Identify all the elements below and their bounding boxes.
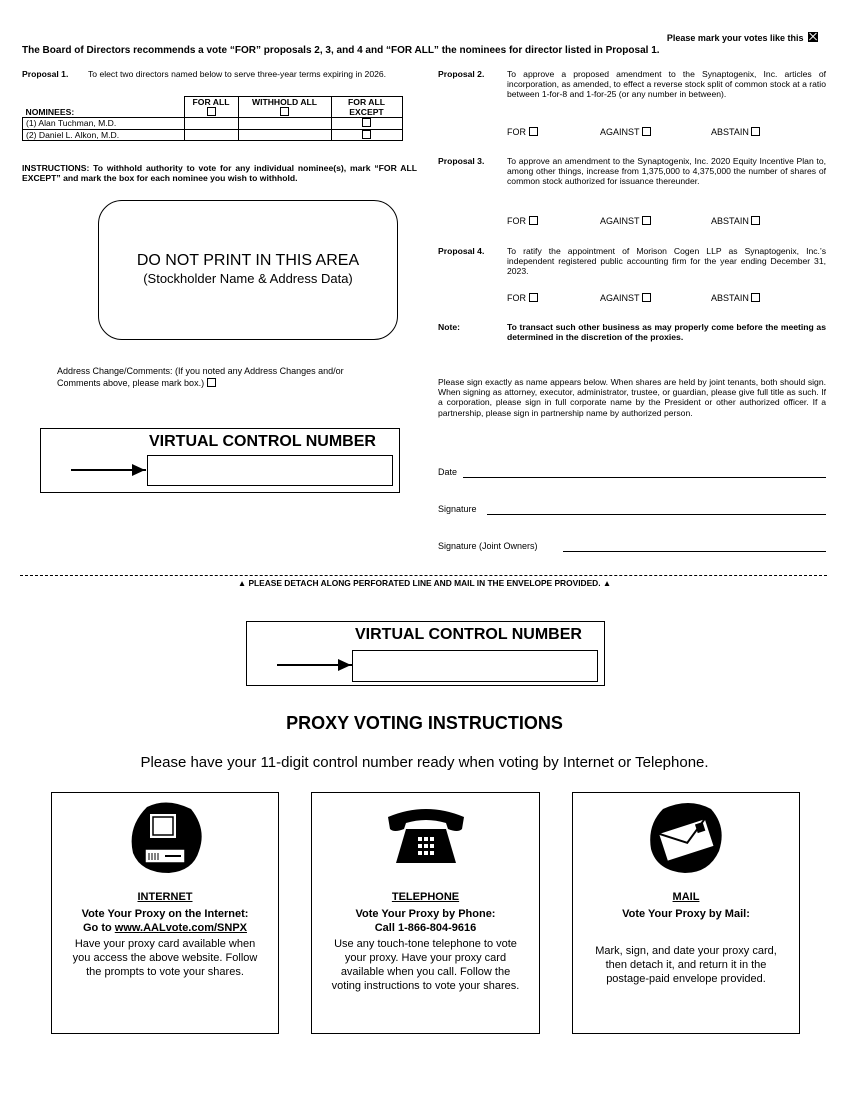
vote-against: AGAINST xyxy=(600,127,651,137)
date-field xyxy=(438,467,826,477)
computer-icon xyxy=(127,799,207,875)
control-number-box-bottom xyxy=(246,621,605,686)
proposal-4-for-checkbox[interactable] xyxy=(529,293,538,302)
proposal-4-abstain-checkbox[interactable] xyxy=(751,293,760,302)
signing-instructions: Please sign exactly as name appears below. When shares are held by joint tenants, both should sign. When signing as attorney, executor, administrator, trustee, or guardian, please give full title as such. If a corporation, please sign in full corporate name by the President or other authorized officer. If a partnership, please sign in partnership name by authorized person. xyxy=(438,377,826,418)
for-all-checkbox[interactable] xyxy=(207,107,216,116)
telephone-line1: Vote Your Proxy by Phone: xyxy=(355,908,496,920)
nominee-name: (2) Daniel L. Alkon, M.D. xyxy=(23,129,185,141)
perforated-line xyxy=(20,575,827,576)
proposal-1-label: Proposal 1. xyxy=(22,69,69,79)
address-change-comments xyxy=(57,365,387,389)
proposal-4-text: To ratify the appointment of Morison Cogen LLP as Synaptogenix, Inc.’s independent registered public accounting firm for the year ending December 31, 2023. xyxy=(507,246,826,277)
signature-input[interactable] xyxy=(487,504,826,515)
vote-against: AGAINST xyxy=(600,216,651,226)
table-row xyxy=(23,118,403,130)
nominees-table xyxy=(22,96,403,141)
control-number-input[interactable] xyxy=(352,650,598,682)
proposal-4 xyxy=(438,246,826,277)
arrow-right-icon xyxy=(338,659,351,671)
mail-envelope-icon xyxy=(645,799,727,875)
proposal-2 xyxy=(438,69,826,100)
proposal-2-for-checkbox[interactable] xyxy=(529,127,538,136)
proposal-2-against-checkbox[interactable] xyxy=(642,127,651,136)
proposal-4-against-checkbox[interactable] xyxy=(642,293,651,302)
vote-against: AGAINST xyxy=(600,293,651,303)
vote-abstain: ABSTAIN xyxy=(711,127,760,137)
for-all-header: FOR ALL xyxy=(184,97,238,118)
vote-abstain: ABSTAIN xyxy=(711,216,760,226)
joint-signature-label: Signature (Joint Owners) xyxy=(438,541,538,551)
address-change-checkbox[interactable] xyxy=(207,378,216,387)
internet-line1: Vote Your Proxy on the Internet: xyxy=(81,908,249,920)
telephone-method-box xyxy=(311,792,540,1034)
proposal-3-against-checkbox[interactable] xyxy=(642,216,651,225)
joint-signature-input[interactable] xyxy=(563,541,826,552)
mark-votes-instruction xyxy=(667,32,818,43)
note-label: Note: xyxy=(438,322,460,332)
proxy-subtitle: Please have your 11-digit control number ready when voting by Internet or Telephone. xyxy=(140,754,709,771)
proposal-2-text: To approve a proposed amendment to the Synaptogenix, Inc. articles of incorporation, as amended, to effect a reverse stock split of common stock at a ratio between 1-for-8 and 1-for-25 (or any number in between). xyxy=(507,69,826,100)
board-recommendation: The Board of Directors recommends a vote “FOR” proposals 2, 3, and 4 and “FOR ALL” the nominees for director listed in Proposal 1. xyxy=(22,45,660,56)
vote-for: FOR xyxy=(507,127,538,137)
signature-field xyxy=(438,504,826,514)
internet-body: Have your proxy card available when you access the above website. Follow the prompts to vote your shares. xyxy=(72,938,258,978)
nominee-2-except-checkbox[interactable] xyxy=(362,130,371,139)
proposal-2-label: Proposal 2. xyxy=(438,69,485,79)
note xyxy=(438,322,826,342)
do-not-print-subtitle: (Stockholder Name & Address Data) xyxy=(143,271,353,286)
proposal-3-for-checkbox[interactable] xyxy=(529,216,538,225)
control-number-box-top xyxy=(40,428,400,493)
address-change-text: Address Change/Comments: (If you noted any Address Changes and/or Comments above, please mark box.) xyxy=(57,366,344,388)
date-input[interactable] xyxy=(463,467,826,478)
telephone-title: TELEPHONE xyxy=(391,891,460,903)
mail-body: Mark, sign, and date your proxy card, then detach it, and return it in the postage-paid envelope provided. xyxy=(595,945,777,985)
control-number-input[interactable] xyxy=(147,455,393,486)
joint-signature-field xyxy=(438,541,826,551)
withhold-all-header: WITHHOLD ALL xyxy=(238,97,331,118)
proposal-4-label: Proposal 4. xyxy=(438,246,485,256)
detach-instruction: ▲ PLEASE DETACH ALONG PERFORATED LINE AND MAIL IN THE ENVELOPE PROVIDED. ▲ xyxy=(237,578,612,588)
address-data-area xyxy=(98,200,398,340)
proposal-1-text: To elect two directors named below to serve three-year terms expiring in 2026. xyxy=(88,69,387,79)
mark-votes-label: Please mark your votes like this xyxy=(666,33,804,43)
date-label: Date xyxy=(438,467,458,477)
internet-title: INTERNET xyxy=(137,891,193,903)
proposal-3 xyxy=(438,156,826,187)
table-row xyxy=(23,129,403,141)
note-text: To transact such other business as may properly come before the meeting as determined in the discretion of the proxies. xyxy=(507,322,826,343)
vote-abstain: ABSTAIN xyxy=(711,293,760,303)
internet-method-box xyxy=(51,792,279,1034)
mail-method-box xyxy=(572,792,800,1034)
proposal-3-label: Proposal 3. xyxy=(438,156,485,166)
nominees-header: NOMINEES: xyxy=(23,97,185,118)
telephone-number[interactable]: Call 1-866-804-9616 xyxy=(374,922,477,934)
proposal-1 xyxy=(22,69,417,79)
withhold-all-checkbox[interactable] xyxy=(280,107,289,116)
nominee-name: (1) Alan Tuchman, M.D. xyxy=(23,118,185,130)
vote-for: FOR xyxy=(507,216,538,226)
do-not-print-title: DO NOT PRINT IN THIS AREA xyxy=(136,252,360,269)
marked-box-example-icon xyxy=(808,32,818,42)
mail-title: MAIL xyxy=(672,891,700,903)
telephone-icon xyxy=(384,807,468,867)
internet-line2: Go to www.AALvote.com/SNPX xyxy=(82,922,247,934)
proposal-2-abstain-checkbox[interactable] xyxy=(751,127,760,136)
signature-label: Signature xyxy=(438,504,477,514)
for-all-except-header: FOR ALL EXCEPT xyxy=(331,97,402,118)
proposal-3-abstain-checkbox[interactable] xyxy=(751,216,760,225)
withhold-instructions: INSTRUCTIONS: To withhold authority to vote for any individual nominee(s), mark “FOR ALL EXCEPT” and mark the box for each nominee you wish to withhold. xyxy=(22,163,417,184)
telephone-body: Use any touch-tone telephone to vote your proxy. Have your proxy card available when you call. Follow the voting instructions to vote your shares. xyxy=(331,938,520,992)
control-number-label: VIRTUAL CONTROL NUMBER xyxy=(149,433,376,450)
vote-for: FOR xyxy=(507,293,538,303)
proposal-3-text: To approve an amendment to the Synaptogenix, Inc. 2020 Equity Incentive Plan to, among other things, increase from 1,375,000 to 4,375,000 the number of shares of common stock authorized for issuance thereunder. xyxy=(507,156,826,187)
internet-link[interactable]: www.AALvote.com/SNPX xyxy=(114,922,247,934)
arrow-right-icon xyxy=(132,464,145,476)
mail-line1: Vote Your Proxy by Mail: xyxy=(622,908,750,920)
control-number-label: VIRTUAL CONTROL NUMBER xyxy=(355,626,582,643)
nominee-1-except-checkbox[interactable] xyxy=(362,118,371,127)
proxy-title: PROXY VOTING INSTRUCTIONS xyxy=(286,713,563,733)
